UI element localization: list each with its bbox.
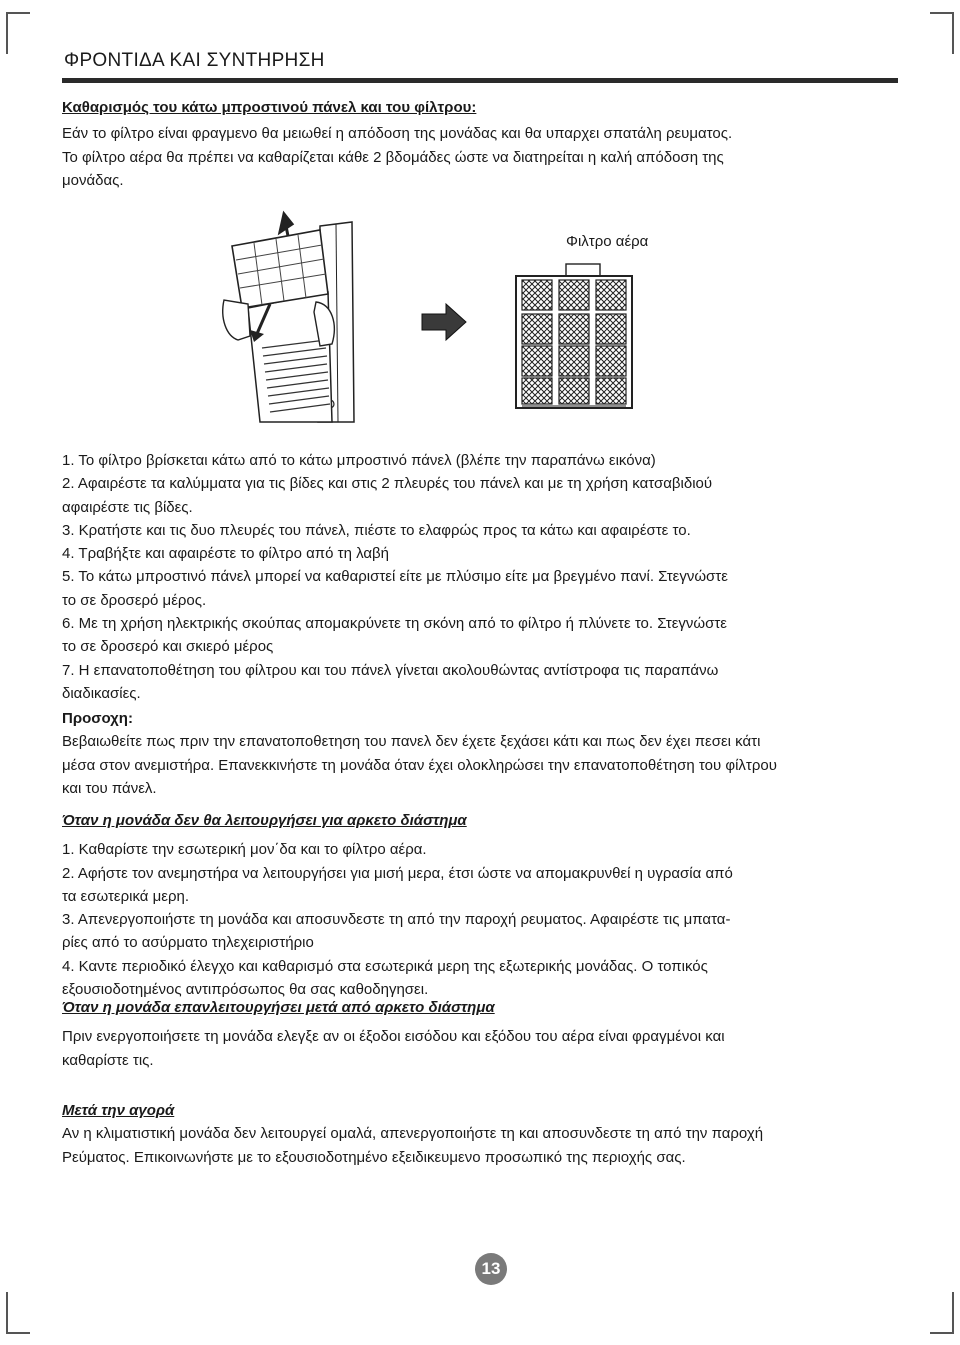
step-line: διαδικασίες. — [62, 684, 141, 702]
crop-mark — [6, 1292, 8, 1334]
restart-line: Πριν ενεργοποιήσετε τη μονάδα ελεγξε αν οι έξοδοι εισόδου και εξόδου του αέρα είναι φραγμένοι και — [62, 1028, 725, 1046]
restart-heading: Όταν η μονάδα επανλειτουργήσει μετά από αρκετο διάστημα — [62, 999, 495, 1016]
filter-label: Φιλτρο αέρα — [566, 233, 649, 250]
step-line: το σε δροσερό και σκιερό μέρος — [62, 638, 274, 656]
restart-section — [62, 996, 912, 1072]
crop-mark — [6, 12, 30, 14]
page-number-badge: 13 — [475, 1253, 507, 1285]
crop-mark — [952, 1292, 954, 1334]
crop-mark — [6, 12, 8, 54]
step-line: το σε δροσερό μέρος. — [62, 591, 207, 609]
air-filter-illustration — [514, 260, 634, 410]
caution-section — [62, 707, 912, 800]
step-line: 6. Με τη χρήση ηλεκτρικής σκούπας απομακρύνετε τη σκόνη από το φίλτρο ή πλύνετε το. Στεγνώστε — [62, 615, 727, 633]
cleaning-heading: Καθαρισμός του κάτω μπροστινού πάνελ και του φίλτρου: — [62, 99, 477, 116]
crop-mark — [930, 12, 954, 14]
restart-line: καθαρίστε τις. — [62, 1051, 154, 1069]
idle-line: 1. Καθαρίστε την εσωτερική μον΄δα και το φίλτρο αέρα. — [62, 841, 427, 859]
idle-section — [62, 809, 912, 1001]
after-purchase-heading: Μετά την αγορά — [62, 1102, 175, 1119]
crop-mark — [952, 12, 954, 54]
step-line: 5. Το κάτω μπροστινό πάνελ μπορεί να καθαριστεί είτε με πλύσιμο είτε μα βρεγμένο πανί. Στεγνώστε — [62, 568, 728, 586]
step-line: 4. Τραβήξτε και αφαιρέστε το φίλτρο από τη λαβή — [62, 545, 390, 563]
idle-line: 2. Αφήστε τον ανεμηστήρα να λειτουργήσει για μισή μερα, έτσι ώστε να απομακρυνθεί η υγρασία από — [62, 864, 733, 882]
idle-line: τα εσωτερικά μερη. — [62, 887, 190, 905]
caution-heading: Προσοχη: — [62, 710, 133, 727]
step-line: αφαιρέστε τις βίδες. — [62, 498, 193, 516]
arrow-right-icon — [420, 302, 468, 342]
after-purchase-line: Αν η κλιματιστική μονάδα δεν λειτουργεί ομαλά, απενεργοποιήστε τη και αποσυνδεστε τη από την παροχή — [62, 1125, 764, 1143]
cleaning-line: Το φίλτρο αέρα θα πρέπει να καθαρίζεται κάθε 2 βδομάδες ώστε να διατηρείται η καλή απόδοση της — [62, 148, 724, 166]
steps-list — [62, 449, 912, 705]
after-purchase-line: Ρεύματος. Επικοινωνήστε με το εξουσιοδοτημένο εξειδικευμενο προσωπικό της περιοχής σας. — [62, 1148, 686, 1166]
idle-line: 3. Απενεργοποιήστε τη μονάδα και αποσυνδεστε τη από την παροχή ρευματος. Αφαιρέστε τις μπατα- — [62, 911, 731, 929]
crop-mark — [930, 1332, 954, 1334]
step-line: 7. Η επανατοποθέτηση του φίλτρου και του πάνελ γίνεται ακολουθώντας αντίστροφα τις παραπάνω — [62, 661, 719, 679]
cleaning-line: μονάδας. — [62, 171, 124, 189]
caution-line: μέσα στον ανεμιστήρα. Επανεκκινήστε τη μονάδα όταν έχει ολοκληρώσει την επανατοποθέτηση του φίλτρου — [62, 756, 777, 774]
caution-line: και του πάνελ. — [62, 779, 157, 797]
idle-line: ρίες από το ασύρματο τηλεχειριστήριο — [62, 934, 314, 952]
caution-line: Βεβαιωθείτε πως πριν την επανατοποθετηση του πανελ δεν έχετε ξεχάσει κάτι και πως δεν έχει πεσει κάτι — [62, 733, 761, 751]
crop-mark — [6, 1332, 30, 1334]
header-rule — [62, 78, 898, 83]
idle-line: εξουσιοδοτημένος αντιπρόσωπος θα σας καθοδηγησει. — [62, 981, 429, 999]
cleaning-section — [62, 96, 912, 192]
step-line: 2. Αφαιρέστε τα καλύμματα για τις βίδες και στις 2 πλευρές του πάνελ και με τη χρήση κατσαβιδιού — [62, 475, 713, 493]
after-purchase-section — [62, 1099, 912, 1169]
cleaning-line: Εάν το φίλτρο είναι φραγμενο θα μειωθεί η απόδοση της μονάδας και θα υπαρχει σπατάλη ρευματος. — [62, 125, 733, 143]
page-title: ΦΡΟΝΤΙΔΑ ΚΑΙ ΣΥΝΤΗΡΗΣΗ — [64, 50, 325, 71]
unit-panel-illustration — [220, 208, 360, 426]
step-line: 1. Το φίλτρο βρίσκεται κάτω από το κάτω μπροστινό πάνελ (βλέπε την παραπάνω εικόνα) — [62, 452, 656, 469]
step-line: 3. Κρατήστε και τις δυο πλευρές του πάνελ, πιέστε το ελαφρώς προς τα κάτω και αφαιρέστε το. — [62, 521, 691, 539]
idle-line: 4. Καντε περιοδικό έλεγχο και καθαρισμό στα εσωτερικά μερη της εξωτερικής μονάδας. Ο τοπικός — [62, 957, 708, 975]
idle-heading: Όταν η μονάδα δεν θα λειτουργήσει για αρκετο διάστημα — [62, 812, 467, 829]
